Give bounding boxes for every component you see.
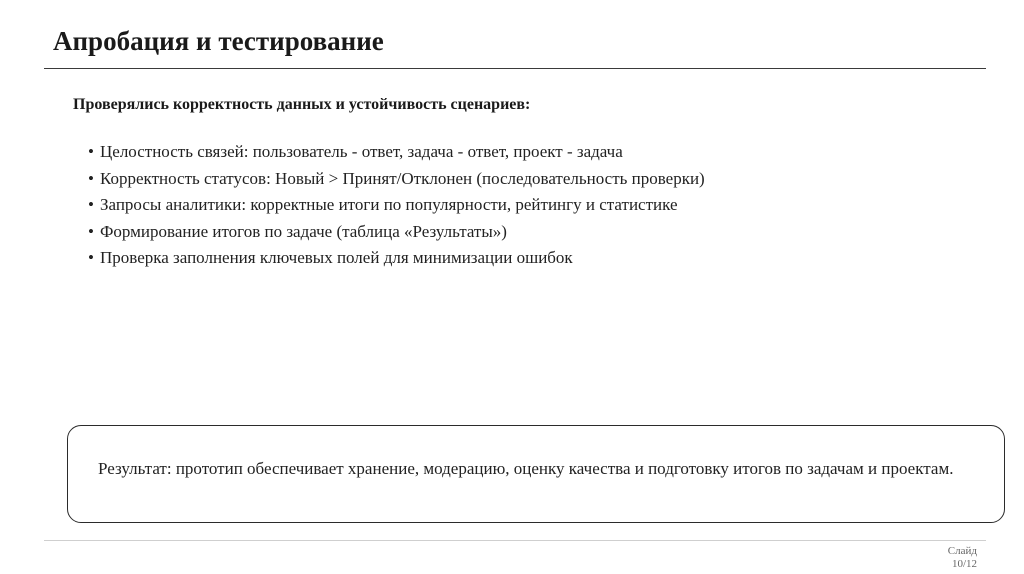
result-text: Результат: прототип обеспечивает хранение, модерацию, оценку качества и подготовку итогов по задачам и проектам. (98, 459, 954, 478)
bullet-marker: • (88, 248, 94, 267)
section-subheading: Проверялись корректность данных и устойчивость сценариев: (73, 96, 531, 113)
bullet-text: Проверка заполнения ключевых полей для минимизации ошибок (100, 248, 573, 267)
bullet-marker: • (88, 142, 94, 161)
bullet-text: Целостность связей: пользователь - ответ, задача - ответ, проект - задача (100, 142, 623, 161)
slide-number (948, 545, 977, 571)
bullet-item (88, 219, 705, 246)
title-divider (44, 68, 986, 69)
bullet-item (88, 245, 705, 272)
slide-label: Слайд (947, 545, 977, 557)
bullet-item (88, 192, 705, 219)
bullet-text: Запросы аналитики: корректные итоги по популярности, рейтингу и статистике (100, 195, 678, 214)
bullet-marker: • (88, 168, 94, 188)
bullet-item (88, 139, 705, 166)
footer-divider (44, 540, 986, 541)
slide-counter: 10/12 (951, 558, 977, 570)
bullet-marker: • (88, 195, 94, 214)
bullet-text: Формирование итогов по задаче (таблица «Результаты») (100, 221, 507, 241)
bullet-item (88, 166, 705, 193)
result-callout-box (67, 425, 1005, 523)
bullet-marker: • (88, 221, 94, 241)
slide-title: Апробация и тестирование (53, 26, 384, 56)
bullet-text: Корректность статусов: Новый > Принят/Отклонен (последовательность проверки) (100, 168, 705, 188)
bullet-list (88, 139, 705, 272)
